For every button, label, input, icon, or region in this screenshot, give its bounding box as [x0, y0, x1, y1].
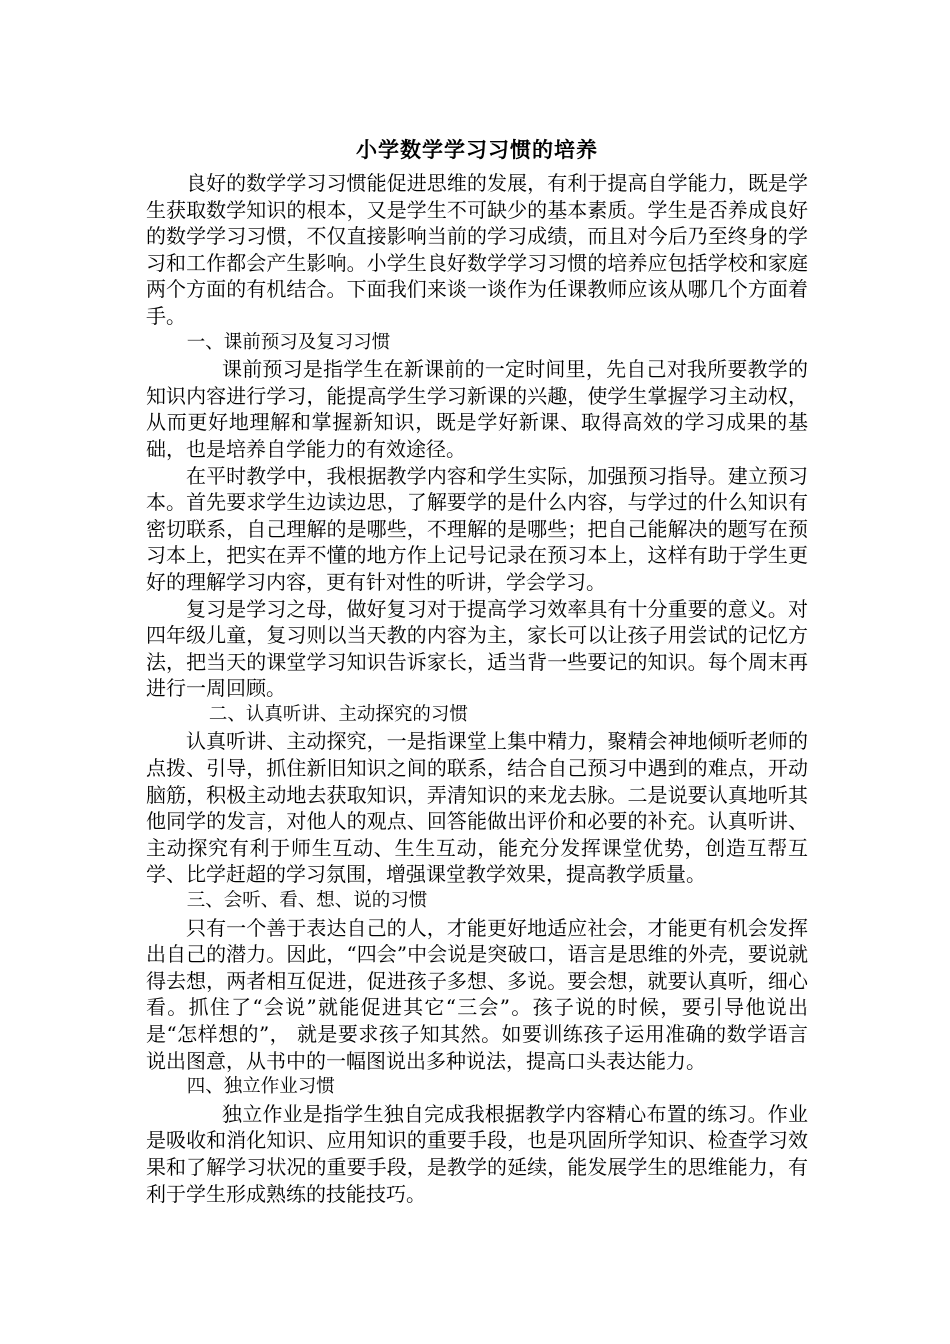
section-4-heading: 四、独立作业习惯 — [186, 1076, 335, 1098]
section-2-paragraph-1: 认真听讲、主动探究，一是指课堂上集中精力，聚精会神地倾听老师的点拨、引导，抓住新旧知识之间的联系，结合自己预习中遇到的难点，开动脑筋，积极主动地去获取知识，弄清知识的来龙去脉。二是说要认真地听其他同学的发言，对他人的观点、回答能做出评价和必要的补充。认真听讲、主动探究有利于师生互动、生生互动，能充分发挥课堂优势，创造互帮互学、比学赶超的学习氛围，增强课堂教学效果，提高教学质量。 — [146, 729, 808, 887]
section-2-heading: 二、认真听讲、主动探究的习惯 — [208, 703, 468, 725]
section-1-paragraph-1: 课前预习是指学生在新课前的一定时间里，先自己对我所要教学的知识内容进行学习，能提高学生学习新课的兴趣，使学生掌握学习主动权，从而更好地理解和掌握新知识，既是学好新课、取得高效的学习成果的基础，也是培养自学能力的有效途径。 — [146, 357, 808, 461]
section-3-paragraph-1: 只有一个善于表达自己的人，才能更好地适应社会，才能更有机会发挥出自己的潜力。因此，“四会”中会说是突破口，语言是思维的外壳，要说就得去想，两者相互促进，促进孩子多想、多说。要会想，就要认真听，细心看。抓住了“会说”就能促进其它“三会”。孩子说的时候，要引导他说出是“怎样想的”， 就是要求孩子知其然。如要训练孩子运用准确的数学语言说出图意，从书中的一幅图说出多种说法，提高口头表达能力。 — [146, 915, 808, 1073]
section-3-heading: 三、会听、看、想、说的习惯 — [186, 890, 428, 912]
intro-paragraph: 良好的数学学习习惯能促进思维的发展，有利于提高自学能力，既是学生获取数学知识的根本，又是学生不可缺少的基本素质。学生是否养成良好的数学学习习惯，不仅直接影响当前的学习成绩，而且对今后乃至终身的学习和工作都会产生影响。小学生良好数学学习习惯的培养应包括学校和家庭两个方面的有机结合。下面我们来谈一谈作为任课教师应该从哪几个方面着手。 — [146, 171, 808, 328]
document-title: 小学数学学习习惯的培养 — [356, 138, 598, 162]
document-page — [146, 130, 808, 1207]
section-4-paragraph-1: 独立作业是指学生独自完成我根据教学内容精心布置的练习。作业是吸收和消化知识、应用知识的重要手段，也是巩固所学知识、检查学习效果和了解学习状况的重要手段，是教学的延续，能发展学生的思维能力，有利于学生形成熟练的技能技巧。 — [146, 1101, 808, 1206]
section-1-heading: 一、课前预习及复习习惯 — [186, 331, 391, 353]
section-1-paragraph-3: 复习是学习之母，做好复习对于提高学习效率具有十分重要的意义。对四年级儿童，复习则以当天教的内容为主，家长可以让孩子用尝试的记忆方法，把当天的课堂学习知识告诉家长，适当背一些要记的知识。每个周末再进行一周回顾。 — [146, 596, 808, 701]
section-1-paragraph-2: 在平时教学中，我根据教学内容和学生实际，加强预习指导。建立预习本。首先要求学生边读边思，了解要学的是什么内容，与学过的什么知识有密切联系，自己理解的是哪些，不理解的是哪些；把自己能解决的题写在预习本上，把实在弄不懂的地方作上记号记录在预习本上，这样有助于学生更好的理解学习内容，更有针对性的听讲，学会学习。 — [146, 463, 808, 594]
